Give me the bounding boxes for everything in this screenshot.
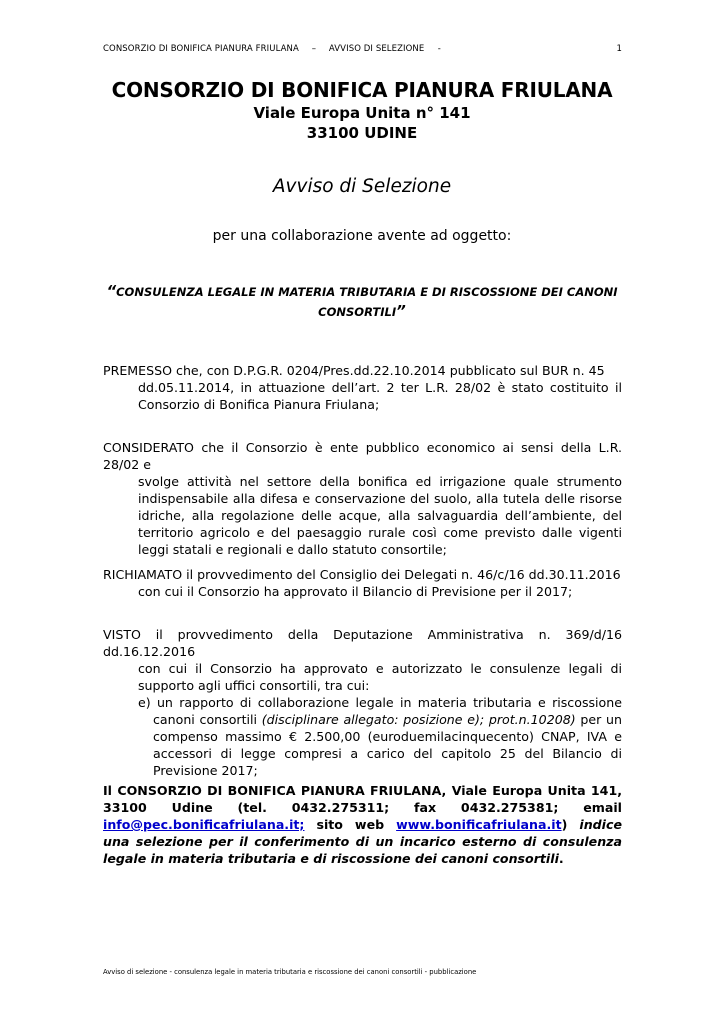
richiamato-first-line: RICHIAMATO il provvedimento del Consiglio dei Delegati n. 46/c/16 dd.30.11.2016 [103, 567, 621, 582]
richiamato-rest: con cui il Consorzio ha approvato il Bilancio di Previsione per il 2017; [138, 584, 573, 599]
visto-rest: con cui il Consorzio ha approvato e autorizzato le consulenze legali di supporto agli uffici consortili, tra cui: [138, 661, 622, 693]
premesso-first-line: PREMESSO che, con D.P.G.R. 0204/Pres.dd.22.10.2014 pubblicato sul BUR n. 45 [103, 363, 605, 378]
running-header [103, 44, 622, 56]
announcement-end: . [558, 851, 564, 866]
address-line-1: Viale Europa Unita n° 141 [253, 104, 471, 122]
considerato-first-line: CONSIDERATO che il Consorzio è ente pubblico economico ai sensi della L.R. 28/02 e [103, 440, 622, 472]
visto-list-item-e [103, 694, 622, 779]
premesso-rest: dd.05.11.2014, in attuazione dell’art. 2 ter L.R. 28/02 è stato costituito il Consorzio di Bonifica Pianura Friulana; [138, 380, 622, 412]
page-footer: Avviso di selezione - consulenza legale in materia tributaria e riscossione dei canoni consortili - pubblicazione [103, 968, 477, 976]
premesso-paragraph [103, 362, 622, 413]
document-title: CONSORZIO DI BONIFICA PIANURA FRIULANA [111, 78, 613, 102]
header-left [103, 44, 454, 54]
page-number: 1 [616, 44, 622, 54]
email-link[interactable]: info@pec.bonificafriulana.it; [103, 817, 305, 832]
visto-paragraph [103, 626, 622, 779]
considerato-rest: svolge attività nel settore della bonifica ed irrigazione quale strumento indispensabile alla difesa e conservazione del suolo, alla tutela delle risorse idriche, alla regolazione delle acque, alla salvaguardia dell’ambiente, del territorio agricolo e del paesaggio rurale così come previsto dalle vigenti leggi statali e regionali e dallo statuto consortile; [138, 474, 622, 557]
visto-item-text-b: per un compenso massimo € 2.500,00 (euroduemilacinquecento) CNAP, IVA e accessori di legge compresi a carico del capitolo 25 del Bilancio di Previsione 2017; [153, 712, 622, 778]
announcement-part1: Il CONSORZIO DI BONIFICA PIANURA FRIULANA, Viale Europa Unita 141, 33100 Udine (tel. 0432.275311; fax 0432.275381; email [103, 783, 622, 815]
visto-item-text-a: e) un rapporto di collaborazione legale in materia tributaria e riscossione canoni consortili [138, 695, 622, 727]
address-line-2: 33100 UDINE [306, 124, 418, 142]
announcement-paragraph [103, 782, 622, 867]
considerato-paragraph [103, 439, 622, 558]
visto-first-line: VISTO il provvedimento della Deputazione Amministrativa n. 369/d/16 dd.16.12.2016 [103, 627, 622, 659]
close-quote: ” [396, 302, 406, 320]
notice-subheading: per una collaborazione avente ad oggetto: [212, 228, 512, 244]
header-org: CONSORZIO DI BONIFICA PIANURA FRIULANA [103, 44, 299, 54]
announcement-italic: indice una selezione per il conferimento di un incarico esterno di consulenza legale in materia tributaria e di riscossione dei canoni consortili [103, 817, 622, 866]
subject-text: CONSULENZA LEGALE IN MATERIA TRIBUTARIA E DI RISCOSSIONE DEI CANONI CONSORTILI [116, 285, 618, 319]
richiamato-paragraph [103, 566, 622, 600]
visto-item-italic: (disciplinare allegato: posizione e); prot.n.10208) [261, 712, 576, 727]
website-link[interactable]: www.bonificafriulana.it [396, 817, 562, 832]
announcement-part3: ) [561, 817, 568, 832]
open-quote: “ [106, 282, 117, 300]
subject-block [100, 282, 624, 322]
header-section: AVVISO DI SELEZIONE [328, 44, 425, 54]
header-separator-2: - [437, 44, 441, 54]
notice-heading: Avviso di Selezione [272, 176, 452, 197]
announcement-part2: sito web [316, 817, 385, 832]
header-separator-1: – [311, 44, 317, 54]
